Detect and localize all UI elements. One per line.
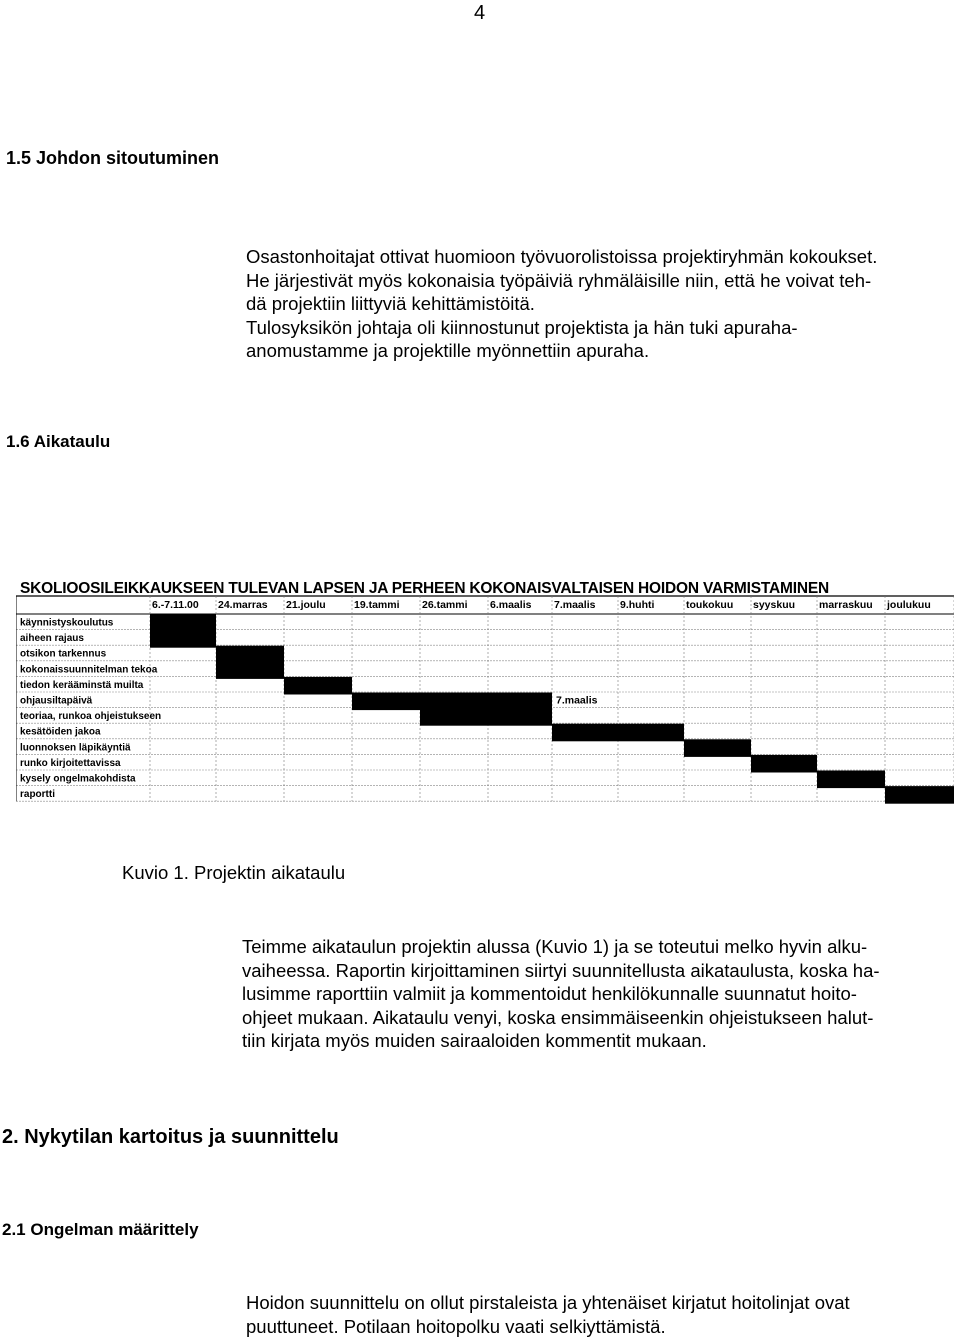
text-line: lusimme raporttiin valmiit ja kommentoidut henkilökunnalle suunnatut hoito- [242, 983, 857, 1004]
gantt-period-label: 26.tammi [422, 599, 468, 611]
figure-caption: Kuvio 1. Projektin aikataulu [122, 862, 346, 883]
text-line: dä projektiin liittyviä kehittämistöitä. [246, 293, 535, 314]
text-line: He järjestivät myös kokonaisia työpäiviä ryhmäläisille niin, että he voivat teh- [246, 269, 872, 291]
paragraph-ongelman-maarittely [246, 1291, 850, 1338]
gantt-period-label: 6.maalis [490, 599, 532, 611]
text-line: vaiheessa. Raportin kirjoittaminen siirtyi suunnitellusta aikataulusta, koska ha- [242, 959, 880, 981]
gantt-bar [216, 646, 284, 664]
gantt-task-label: aiheen rajaus [20, 633, 84, 645]
text-line: puuttuneet. Potilaan hoitopolku vaati selkiyttämistä. [246, 1315, 666, 1337]
gantt-title: SKOLIOOSILEIKKAUKSEEN TULEVAN LAPSEN JA PERHEEN KOKONAISVALTAISEN HOIDON VARMISTAMINEN [20, 580, 829, 597]
gantt-bar [420, 708, 552, 726]
gantt-bar [684, 739, 751, 757]
gantt-annotation: 26.tammi [424, 694, 470, 707]
text-line: anomustamme ja projektille myönnettiin apuraha. [246, 340, 650, 361]
gantt-bar [216, 661, 284, 679]
gantt-period-label: 6.-7.11.00 [152, 599, 199, 611]
gantt-period-label: 24.marras [218, 599, 268, 611]
gantt-period-label: 21.joulu [286, 599, 326, 611]
text-line: tiin kirjata myös muiden sairaaloiden kommentit mukaan. [242, 1030, 707, 1051]
gantt-bar [751, 755, 817, 773]
gantt-task-label: kokonaissuunnitelman tekoa [20, 664, 158, 676]
gantt-bar [817, 771, 885, 789]
gantt-period-label: syyskuu [753, 599, 796, 611]
gantt-chart [16, 578, 954, 820]
heading-2: 2. Nykytilan kartoitus ja suunnittelu [2, 1126, 339, 1148]
gantt-annotation: 7.maalis [556, 694, 598, 707]
paragraph-aikataulu [242, 935, 880, 1053]
gantt-period-label: 7.maalis [554, 599, 596, 611]
gantt-task-label: kysely ongelmakohdista [20, 773, 136, 785]
gantt-svg [16, 578, 954, 820]
gantt-bar [150, 615, 216, 633]
paragraph-johdon-sitoutuminen [246, 245, 877, 363]
text-line: Tulosyksikön johtaja oli kiinnostunut projektista ja hän tuki apuraha- [246, 316, 798, 338]
gantt-period-label: 19.tammi [354, 599, 400, 611]
gantt-bar [150, 630, 216, 648]
text-line: Osastonhoitajat ottivat huomioon työvuorolistoissa projektiryhmän kokoukset. [246, 246, 878, 267]
gantt-task-label: käynnistyskoulutus [20, 617, 114, 629]
gantt-period-label: joulukuu [887, 599, 931, 611]
gantt-task-label: teoriaa, runkoa ohjeistukseen [20, 711, 162, 723]
heading-2-1: 2.1 Ongelman määrittely [2, 1220, 199, 1239]
heading-1-6: 1.6 Aikataulu [6, 432, 111, 451]
gantt-period-label: 9.huhti [620, 599, 655, 611]
gantt-task-label: runko kirjoitettavissa [20, 757, 121, 769]
gantt-bar [552, 724, 684, 742]
gantt-task-label: raportti [20, 789, 55, 801]
gantt-task-label: tiedon kerääminstä muilta [20, 679, 144, 691]
heading-1-5: 1.5 Johdon sitoutuminen [6, 148, 220, 168]
gantt-task-label: luonnoksen läpikäyntiä [20, 742, 131, 754]
gantt-period-label: toukokuu [686, 599, 734, 611]
text-line: Hoidon suunnittelu on ollut pirstaleista ja yhtenäiset kirjatut hoitolinjat ovat [246, 1292, 850, 1313]
text-line: Teimme aikataulun projektin alussa (Kuvio 1) ja se toteutui melko hyvin alku- [242, 936, 868, 957]
gantt-task-label: ohjausiltapäivä [20, 695, 93, 707]
gantt-task-label: kesätöiden jakoa [20, 726, 101, 738]
gantt-bar [284, 677, 352, 695]
gantt-bar [885, 786, 954, 804]
text-line: ohjeet mukaan. Aikataulu venyi, koska ensimmäiseenkin ohjeistukseen halut- [242, 1006, 874, 1028]
page-number: 4 [474, 2, 486, 24]
gantt-task-label: otsikon tarkennus [20, 648, 107, 660]
gantt-period-label: marraskuu [819, 599, 873, 611]
